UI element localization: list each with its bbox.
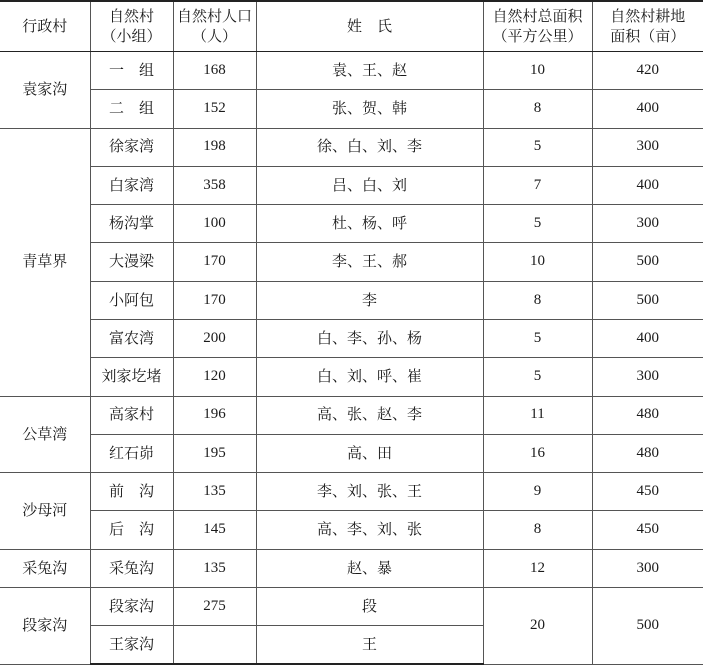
surnames-cell: 王 bbox=[256, 626, 483, 664]
header-natural-village: 自然村 （小组） bbox=[90, 1, 173, 52]
village-cell: 后 沟 bbox=[90, 511, 173, 549]
population-cell: 196 bbox=[173, 396, 256, 434]
table-row bbox=[0, 166, 703, 204]
area-cell: 8 bbox=[483, 90, 592, 128]
population-cell: 170 bbox=[173, 281, 256, 319]
population-cell: 168 bbox=[173, 52, 256, 90]
village-cell: 一 组 bbox=[90, 52, 173, 90]
population-cell: 195 bbox=[173, 434, 256, 472]
population-cell: 275 bbox=[173, 587, 256, 625]
farmland-cell: 400 bbox=[592, 166, 703, 204]
header-total-area: 自然村总面积 （平方公里） bbox=[483, 1, 592, 52]
population-cell: 135 bbox=[173, 473, 256, 511]
farmland-cell: 500 bbox=[592, 587, 703, 664]
population-cell: 358 bbox=[173, 166, 256, 204]
farmland-cell: 500 bbox=[592, 243, 703, 281]
admin-village-cell: 袁家沟 bbox=[0, 52, 90, 129]
surnames-cell: 张、贺、韩 bbox=[256, 90, 483, 128]
population-cell: 145 bbox=[173, 511, 256, 549]
admin-village-cell: 段家沟 bbox=[0, 587, 90, 664]
area-cell: 5 bbox=[483, 319, 592, 357]
village-cell: 高家村 bbox=[90, 396, 173, 434]
farmland-cell: 500 bbox=[592, 281, 703, 319]
surnames-cell: 李 bbox=[256, 281, 483, 319]
header-surnames: 姓 氏 bbox=[256, 1, 483, 52]
village-cell: 采兔沟 bbox=[90, 549, 173, 587]
village-cell: 二 组 bbox=[90, 90, 173, 128]
village-cell: 富农湾 bbox=[90, 319, 173, 357]
table-row bbox=[0, 52, 703, 90]
village-cell: 杨沟掌 bbox=[90, 205, 173, 243]
farmland-cell: 300 bbox=[592, 205, 703, 243]
village-cell: 段家沟 bbox=[90, 587, 173, 625]
farmland-cell: 300 bbox=[592, 128, 703, 166]
surnames-cell: 段 bbox=[256, 587, 483, 625]
area-cell: 10 bbox=[483, 52, 592, 90]
table-row bbox=[0, 90, 703, 128]
area-cell: 7 bbox=[483, 166, 592, 204]
surnames-cell: 高、李、刘、张 bbox=[256, 511, 483, 549]
area-cell: 11 bbox=[483, 396, 592, 434]
table-row bbox=[0, 434, 703, 472]
surnames-cell: 袁、王、赵 bbox=[256, 52, 483, 90]
surnames-cell: 徐、白、刘、李 bbox=[256, 128, 483, 166]
population-cell: 198 bbox=[173, 128, 256, 166]
table-row bbox=[0, 281, 703, 319]
area-cell: 8 bbox=[483, 511, 592, 549]
header-population: 自然村人口 （人） bbox=[173, 1, 256, 52]
population-cell: 100 bbox=[173, 205, 256, 243]
table-row bbox=[0, 473, 703, 511]
farmland-cell: 300 bbox=[592, 358, 703, 396]
surnames-cell: 李、王、郝 bbox=[256, 243, 483, 281]
population-cell bbox=[173, 626, 256, 664]
village-cell: 红石峁 bbox=[90, 434, 173, 472]
area-cell: 8 bbox=[483, 281, 592, 319]
village-cell: 前 沟 bbox=[90, 473, 173, 511]
area-cell: 12 bbox=[483, 549, 592, 587]
table-row bbox=[0, 511, 703, 549]
population-cell: 170 bbox=[173, 243, 256, 281]
village-cell: 王家沟 bbox=[90, 626, 173, 664]
surnames-cell: 白、李、孙、杨 bbox=[256, 319, 483, 357]
header-farmland: 自然村耕地 面积（亩） bbox=[592, 1, 703, 52]
population-cell: 152 bbox=[173, 90, 256, 128]
farmland-cell: 480 bbox=[592, 434, 703, 472]
header-admin-village: 行政村 bbox=[0, 1, 90, 52]
admin-village-cell: 沙母河 bbox=[0, 473, 90, 550]
village-cell: 徐家湾 bbox=[90, 128, 173, 166]
farmland-cell: 480 bbox=[592, 396, 703, 434]
surnames-cell: 高、田 bbox=[256, 434, 483, 472]
village-cell: 大漫梁 bbox=[90, 243, 173, 281]
table-row bbox=[0, 396, 703, 434]
area-cell: 20 bbox=[483, 587, 592, 664]
farmland-cell: 450 bbox=[592, 473, 703, 511]
admin-village-cell: 采兔沟 bbox=[0, 549, 90, 587]
area-cell: 16 bbox=[483, 434, 592, 472]
surnames-cell: 杜、杨、呼 bbox=[256, 205, 483, 243]
surnames-cell: 李、刘、张、王 bbox=[256, 473, 483, 511]
table-row bbox=[0, 587, 703, 625]
table-row bbox=[0, 549, 703, 587]
admin-village-cell: 青草界 bbox=[0, 128, 90, 396]
farmland-cell: 400 bbox=[592, 90, 703, 128]
farmland-cell: 450 bbox=[592, 511, 703, 549]
surnames-cell: 白、刘、呼、崔 bbox=[256, 358, 483, 396]
admin-village-cell: 公草湾 bbox=[0, 396, 90, 473]
surnames-cell: 吕、白、刘 bbox=[256, 166, 483, 204]
farmland-cell: 300 bbox=[592, 549, 703, 587]
farmland-cell: 420 bbox=[592, 52, 703, 90]
table-row bbox=[0, 205, 703, 243]
farmland-cell: 400 bbox=[592, 319, 703, 357]
population-cell: 200 bbox=[173, 319, 256, 357]
table-row bbox=[0, 358, 703, 396]
area-cell: 5 bbox=[483, 358, 592, 396]
surnames-cell: 高、张、赵、李 bbox=[256, 396, 483, 434]
table-row bbox=[0, 128, 703, 166]
surnames-cell: 赵、暴 bbox=[256, 549, 483, 587]
area-cell: 10 bbox=[483, 243, 592, 281]
area-cell: 5 bbox=[483, 205, 592, 243]
population-cell: 135 bbox=[173, 549, 256, 587]
area-cell: 5 bbox=[483, 128, 592, 166]
header-row bbox=[0, 1, 703, 52]
table-row bbox=[0, 243, 703, 281]
village-cell: 白家湾 bbox=[90, 166, 173, 204]
area-cell: 9 bbox=[483, 473, 592, 511]
population-cell: 120 bbox=[173, 358, 256, 396]
village-cell: 小阿包 bbox=[90, 281, 173, 319]
village-cell: 刘家圪堵 bbox=[90, 358, 173, 396]
table-row bbox=[0, 319, 703, 357]
